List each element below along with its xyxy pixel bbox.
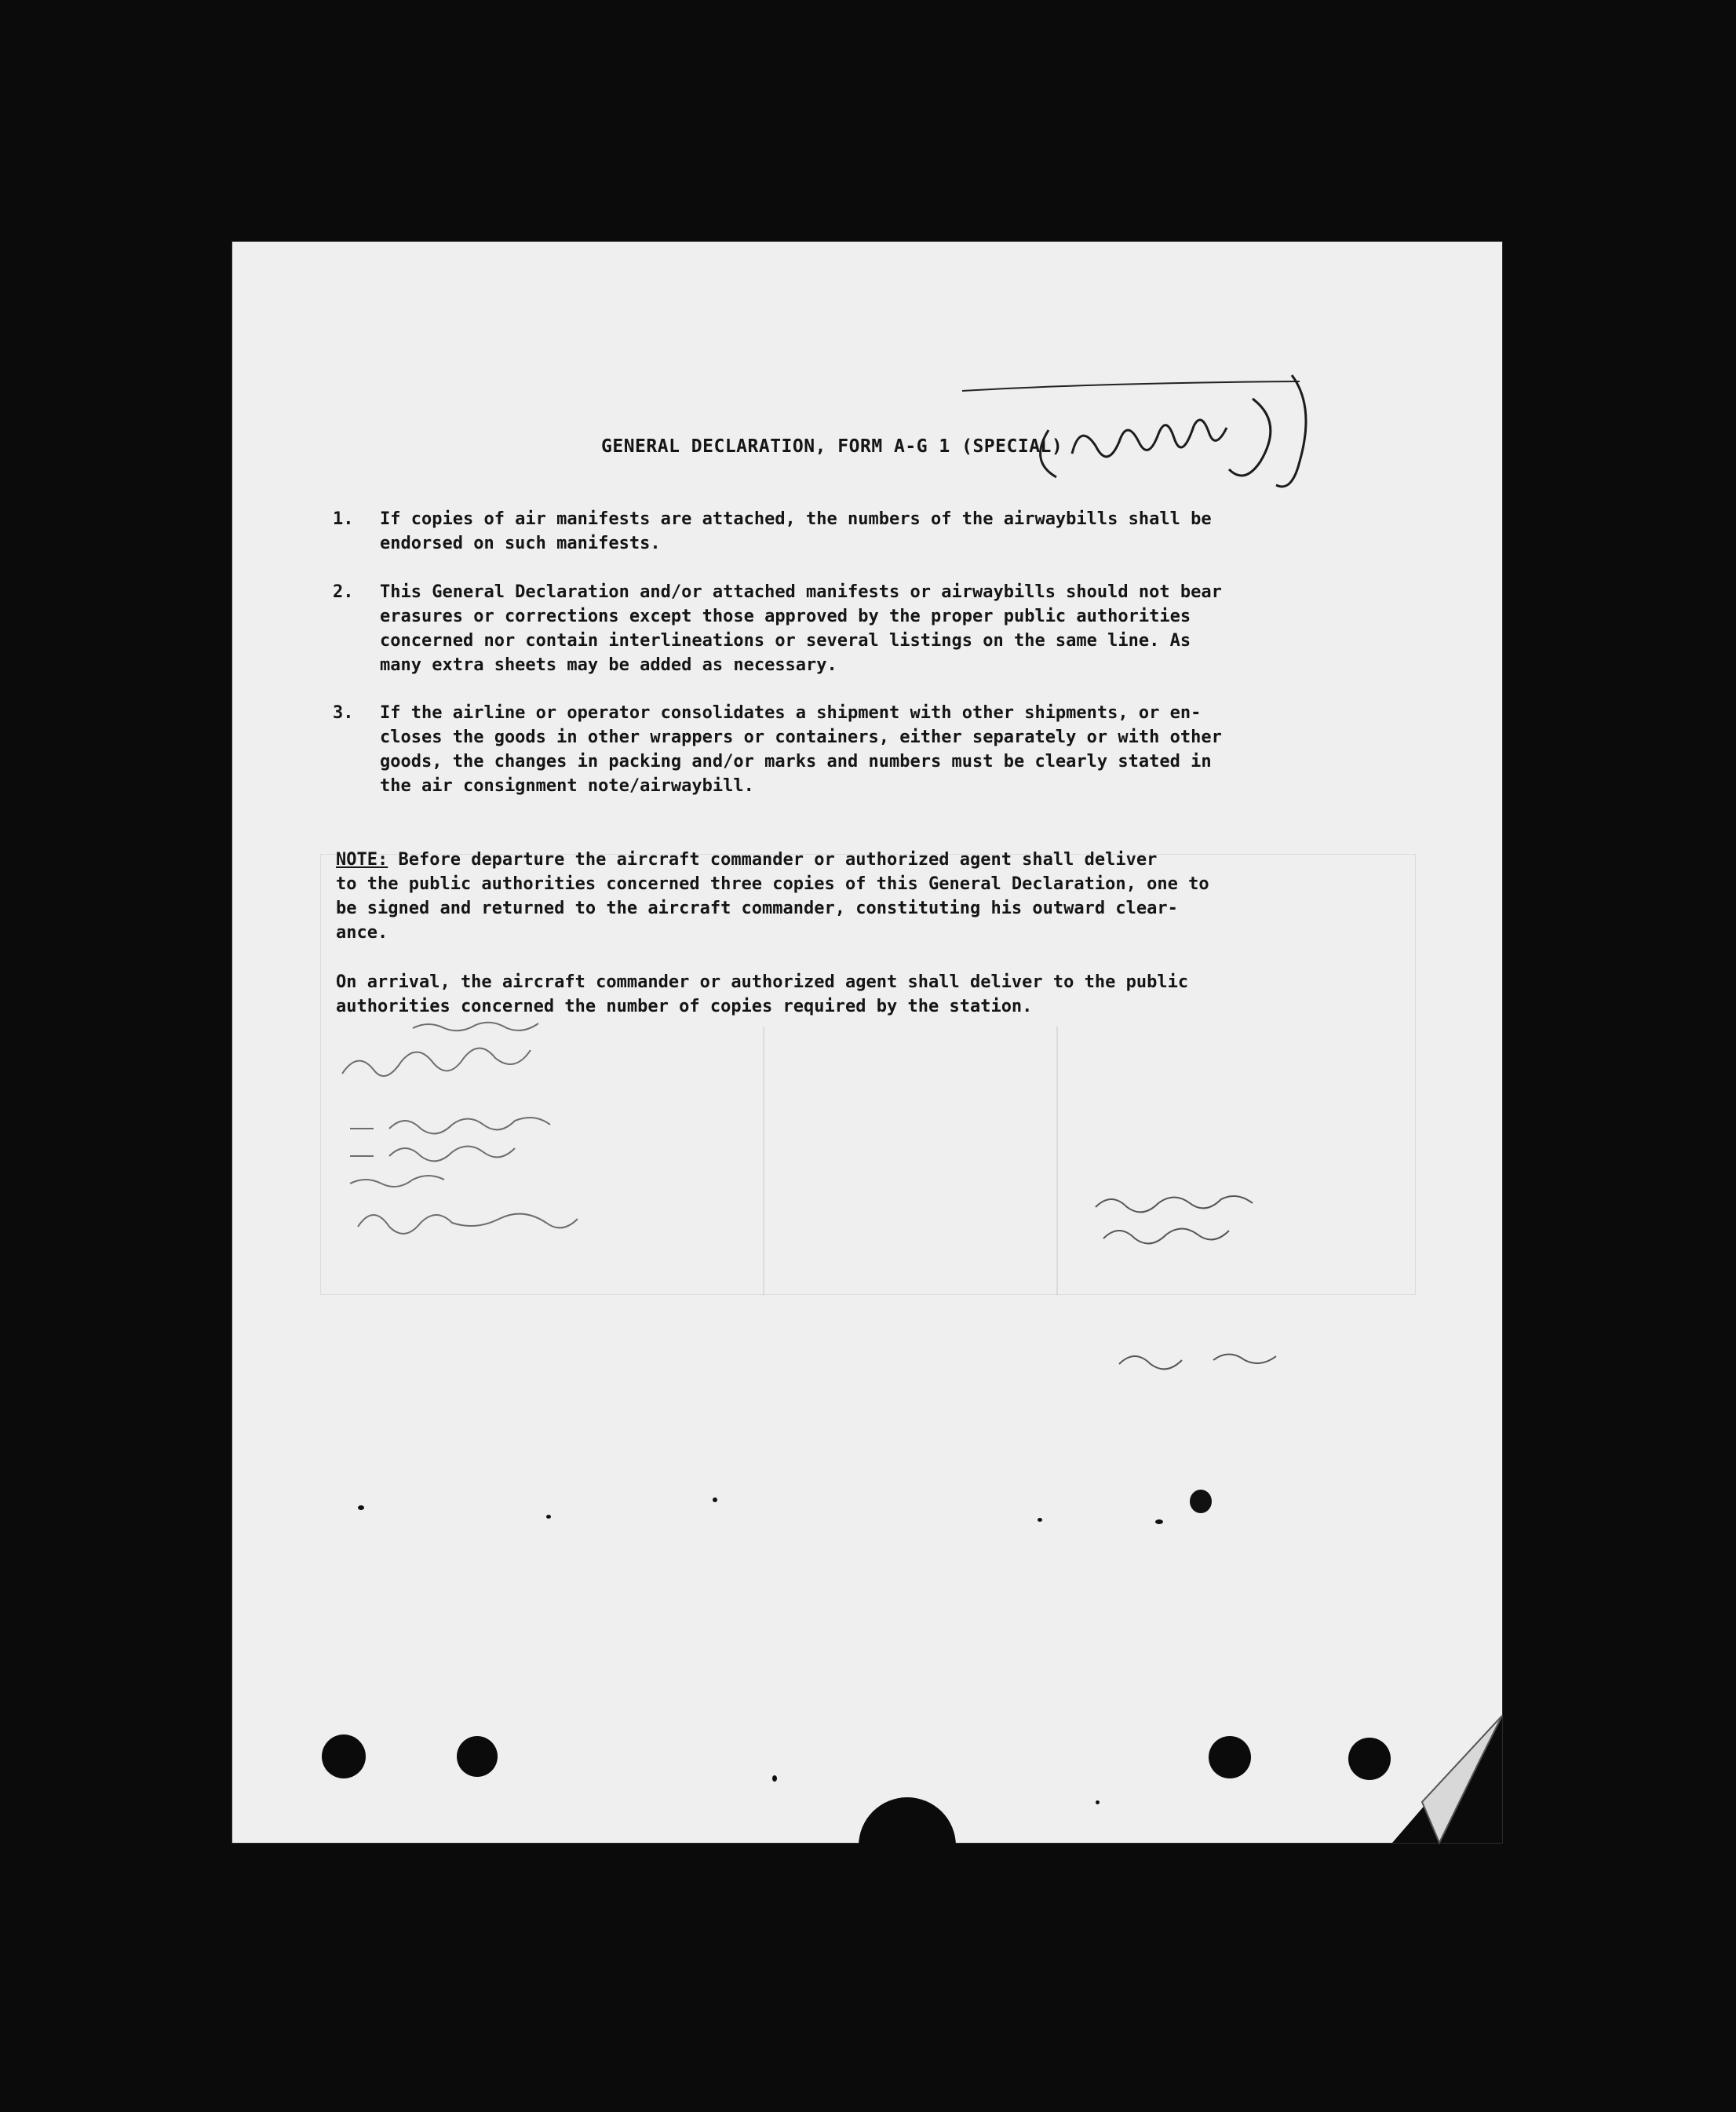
- ink-speck: [546, 1515, 551, 1519]
- ink-speck: [358, 1505, 364, 1510]
- punch-hole: [1348, 1738, 1391, 1780]
- item-text: If the airline or operator consolidates a shipment with other shipments, or en- closes the goods in other wrappers or containers, either separately or with other goods, the changes in packing and/or marks and numbers must be clearly stated in the air consignment note/airwaybill.: [380, 703, 1222, 796]
- arrival-paragraph: On arrival, the aircraft commander or authorized agent shall deliver to the public authorities concerned the number of copies required by the station.: [336, 972, 1189, 1016]
- instruction-item-3: [333, 701, 1377, 798]
- ink-speck: [1096, 1800, 1100, 1804]
- ink-speck: [1155, 1519, 1163, 1524]
- item-number: 2.: [333, 582, 354, 602]
- item-number: 1.: [333, 509, 354, 529]
- form-title: GENERAL DECLARATION, FORM A-G 1 (SPECIAL): [601, 436, 1063, 457]
- ink-speck: [772, 1775, 777, 1782]
- ink-speck: [713, 1497, 717, 1502]
- note-paragraph: [336, 848, 1380, 945]
- handwritten-signature: [954, 383, 1362, 509]
- handwritten-notes-left: [326, 1019, 703, 1270]
- bottom-notch: [859, 1797, 956, 1895]
- item-number: 3.: [333, 703, 354, 723]
- item-text: If copies of air manifests are attached, the numbers of the airwaybills shall be endorsed on such manifests.: [380, 509, 1212, 553]
- instruction-item-1: [333, 507, 1377, 556]
- ink-speck: [1038, 1518, 1042, 1522]
- ink-speck: [1190, 1490, 1212, 1513]
- punch-hole: [322, 1734, 366, 1778]
- note-text: Before departure the aircraft commander or authorized agent shall deliver to the public authorities concerned three copies of this General Declaration, one to be signed and returned to the aircraft commander, constituting his outward clear- ance.: [336, 850, 1209, 943]
- note-label: NOTE:: [336, 850, 388, 870]
- instruction-item-2: [333, 580, 1377, 677]
- punch-hole: [457, 1736, 498, 1777]
- item-text: This General Declaration and/or attached manifests or airwaybills should not bear erasures or corrections except those approved by the proper public authorities concerned nor contain interlineations or several listings on the same line. As many extra sheets may be added as necessary.: [380, 582, 1222, 675]
- handwritten-notes-right: [1088, 1184, 1339, 1388]
- document-page: [232, 242, 1502, 1843]
- punch-hole: [1209, 1736, 1251, 1778]
- folded-corner: [1392, 1716, 1502, 1843]
